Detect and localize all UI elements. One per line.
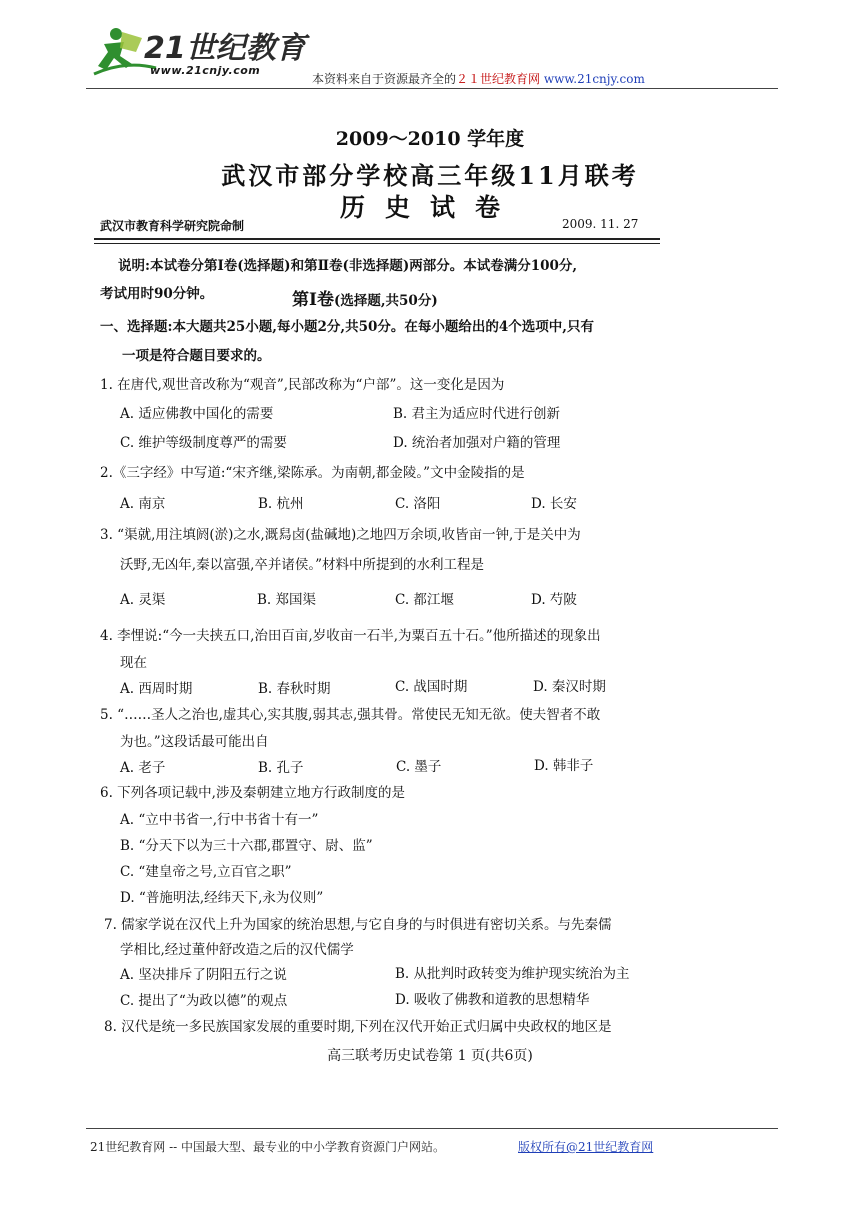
question-5-stem-1: 5. “……圣人之治也,虚其心,实其腹,弱其志,强其骨。常使民无知无欲。使夫智者不敢 bbox=[100, 707, 601, 723]
question-4-option-d[interactable]: D. 秦汉时期 bbox=[533, 679, 606, 695]
section-instructions-2: 一项是符合题目要求的。 bbox=[122, 348, 271, 364]
question-3-option-c[interactable]: C. 都江堰 bbox=[395, 592, 454, 608]
header-divider bbox=[86, 88, 778, 89]
exam-date: 2009. 11. 27 bbox=[562, 217, 639, 231]
subject-title: 历史试卷 bbox=[339, 193, 520, 222]
header-note-prefix: 本资料来自于资源最齐全的 bbox=[312, 72, 457, 86]
part-heading-title: 第Ⅰ卷 bbox=[292, 290, 334, 310]
question-6-option-c[interactable]: C. “建皇帝之号,立百官之职” bbox=[120, 864, 292, 880]
question-3-stem-2: 沃野,无凶年,秦以富强,卒并诸侯。”材料中所提到的水利工程是 bbox=[120, 557, 485, 573]
question-5-option-d[interactable]: D. 韩非子 bbox=[534, 758, 594, 774]
footer-site-description: 21世纪教育网 -- 中国最大型、最专业的中小学教育资源门户网站。 bbox=[90, 1140, 446, 1154]
question-8-stem: 8. 汉代是统一多民族国家发展的重要时期,下列在汉代开始正式归属中央政权的地区是 bbox=[104, 1019, 612, 1035]
question-4-option-c[interactable]: C. 战国时期 bbox=[395, 679, 468, 695]
header-note-highlight: ２１世纪教育网 bbox=[456, 72, 541, 86]
question-1-option-b[interactable]: B. 君主为适应时代进行创新 bbox=[393, 406, 561, 422]
question-6-stem: 6. 下列各项记载中,涉及秦朝建立地方行政制度的是 bbox=[100, 785, 405, 801]
question-3-option-a[interactable]: A. 灵渠 bbox=[120, 592, 166, 608]
footer-divider bbox=[86, 1128, 778, 1129]
question-7-stem-1: 7. 儒家学说在汉代上升为国家的统治思想,与它自身的与时俱进有密切关系。与先秦儒 bbox=[104, 917, 612, 933]
part-heading bbox=[292, 285, 438, 310]
question-2-stem: 2.《三字经》中写道:“宋齐继,梁陈承。为南朝,都金陵。”文中金陵指的是 bbox=[100, 465, 525, 481]
question-2-option-a[interactable]: A. 南京 bbox=[120, 496, 166, 512]
logo-text: 21世纪教育 bbox=[144, 31, 306, 66]
part-heading-sub: (选择题,共50分) bbox=[333, 293, 438, 309]
question-4-stem-2: 现在 bbox=[120, 655, 147, 671]
instructions-line-1: 说明:本试卷分第Ⅰ卷(选择题)和第Ⅱ卷(非选择题)两部分。本试卷满分100分, bbox=[118, 258, 578, 274]
title-divider bbox=[94, 238, 660, 240]
question-1-stem: 1. 在唐代,观世音改称为“观音”,民部改称为“户部”。这一变化是因为 bbox=[100, 377, 505, 393]
question-7-option-d[interactable]: D. 吸收了佛教和道教的思想精华 bbox=[395, 992, 590, 1008]
section-instructions-1: 一、选择题:本大题共25小题,每小题2分,共50分。在每小题给出的4个选项中,只有 bbox=[100, 319, 594, 335]
question-4-option-b[interactable]: B. 春秋时期 bbox=[258, 681, 331, 697]
question-5-option-c[interactable]: C. 墨子 bbox=[396, 759, 442, 775]
header-note bbox=[312, 70, 645, 87]
question-1-option-c[interactable]: C. 维护等级制度尊严的需要 bbox=[120, 435, 287, 451]
question-7-stem-2: 学相比,经过董仲舒改造之后的汉代儒学 bbox=[120, 942, 354, 958]
question-6-option-b[interactable]: B. “分天下以为三十六郡,郡置守、尉、监” bbox=[120, 838, 373, 854]
question-3-option-b[interactable]: B. 郑国渠 bbox=[257, 592, 317, 608]
question-5-option-b[interactable]: B. 孔子 bbox=[258, 760, 304, 776]
page-number: 高三联考历史试卷第 1 页(共6页) bbox=[327, 1048, 533, 1064]
exam-title: 武汉市部分学校高三年级11月联考 bbox=[221, 161, 639, 190]
question-4-option-a[interactable]: A. 西周时期 bbox=[120, 681, 193, 697]
header-note-url[interactable]: www.21cnjy.com bbox=[543, 72, 645, 86]
school-year: 2009～2010 学年度 bbox=[335, 128, 525, 150]
question-7-option-a[interactable]: A. 坚决排斥了阴阳五行之说 bbox=[120, 967, 287, 983]
question-6-option-a[interactable]: A. “立中书省一,行中书省十有一” bbox=[120, 812, 319, 828]
question-2-option-b[interactable]: B. 杭州 bbox=[258, 496, 304, 512]
question-7-option-b[interactable]: B. 从批判时政转变为维护现实统治为主 bbox=[395, 966, 630, 982]
question-1-option-a[interactable]: A. 适应佛教中国化的需要 bbox=[120, 406, 274, 422]
footer-copyright-link[interactable]: 版权所有@21世纪教育网 bbox=[518, 1140, 654, 1154]
logo-url: www.21cnjy.com bbox=[150, 64, 261, 77]
question-2-option-d[interactable]: D. 长安 bbox=[531, 496, 577, 512]
title-divider-thin bbox=[94, 243, 660, 244]
question-3-option-d[interactable]: D. 芍陂 bbox=[531, 592, 577, 608]
instructions-line-2: 考试用时90分钟。 bbox=[100, 286, 214, 302]
question-4-stem-1: 4. 李悝说:“今一夫挟五口,治田百亩,岁收亩一石半,为粟百五十石。”他所描述的现象出 bbox=[100, 628, 601, 644]
question-1-option-d[interactable]: D. 统治者加强对户籍的管理 bbox=[393, 435, 561, 451]
question-5-stem-2: 为也。”这段话最可能出自 bbox=[120, 734, 269, 750]
question-3-stem-1: 3. “渠就,用注填阏(淤)之水,溉舄卤(盐碱地)之地四万余顷,收皆亩一钟,于是关中为 bbox=[100, 527, 581, 543]
question-2-option-c[interactable]: C. 洛阳 bbox=[395, 496, 441, 512]
question-7-option-c[interactable]: C. 提出了“为政以德”的观点 bbox=[120, 993, 288, 1009]
question-6-option-d[interactable]: D. “普施明法,经纬天下,永为仪则” bbox=[120, 890, 324, 906]
issuing-org: 武汉市教育科学研究院命制 bbox=[100, 219, 245, 233]
question-5-option-a[interactable]: A. 老子 bbox=[120, 760, 166, 776]
